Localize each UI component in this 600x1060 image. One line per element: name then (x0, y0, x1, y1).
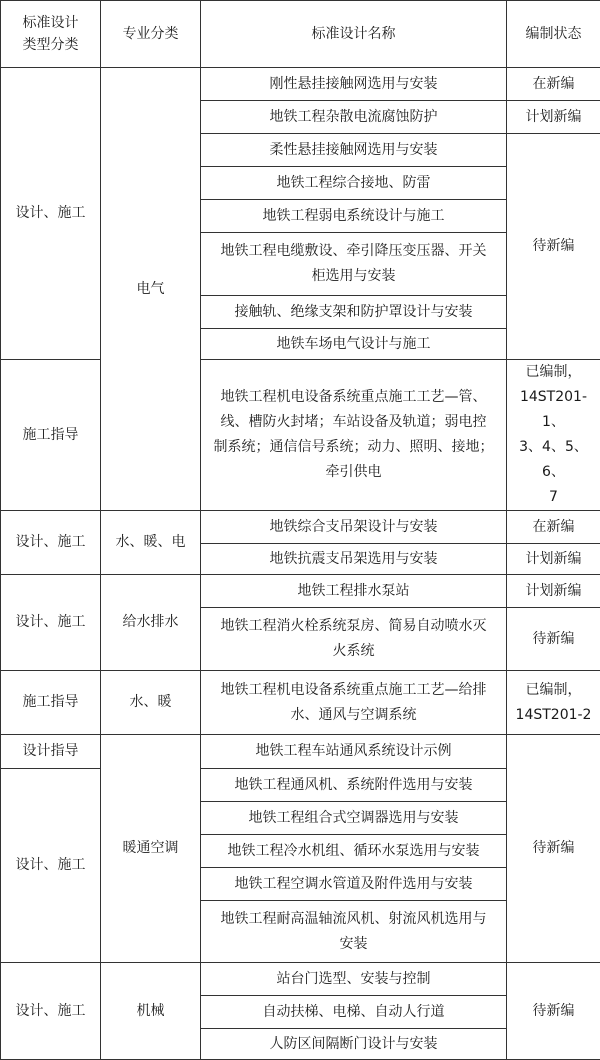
cell-name-line: 地铁工程机电设备系统重点施工工艺—给排 (221, 682, 487, 698)
cell-type: 施工指导 (1, 360, 101, 511)
cell-name: 地铁工程空调水管道及附件选用与安装 (201, 868, 507, 901)
cell-specialty: 给水排水 (101, 575, 201, 671)
cell-name (201, 901, 507, 963)
cell-name: 站台门选型、安装与控制 (201, 963, 507, 996)
cell-type: 施工指导 (1, 671, 101, 735)
cell-name: 地铁工程组合式空调器选用与安装 (201, 802, 507, 835)
cell-name-line: 安装 (340, 936, 368, 952)
cell-specialty: 水、暖、电 (101, 511, 201, 575)
cell-status: 在新编 (507, 68, 600, 101)
cell-status: 待新编 (507, 735, 600, 963)
cell-type: 设计、施工 (1, 769, 101, 963)
cell-name-line: 火系统 (333, 643, 375, 659)
table-row (1, 671, 600, 735)
cell-type: 设计指导 (1, 735, 101, 769)
cell-name: 地铁综合支吊架设计与安装 (201, 511, 507, 544)
cell-type: 设计、施工 (1, 963, 101, 1060)
header-type (1, 1, 101, 68)
cell-status-line: 3、4、5、6、 (519, 439, 588, 480)
cell-status: 在新编 (507, 511, 600, 544)
header-type-line2: 类型分类 (23, 37, 79, 53)
cell-type: 设计、施工 (1, 575, 101, 671)
cell-status: 待新编 (507, 134, 600, 360)
cell-specialty: 电气 (101, 68, 201, 511)
cell-status: 待新编 (507, 608, 600, 671)
cell-status: 计划新编 (507, 575, 600, 608)
cell-name-line: 地铁工程机电设备系统重点施工工艺—管、 (221, 389, 487, 405)
cell-name (201, 233, 507, 296)
cell-name: 柔性悬挂接触网选用与安装 (201, 134, 507, 167)
cell-type: 设计、施工 (1, 68, 101, 360)
cell-status (507, 360, 600, 511)
cell-name: 地铁抗震支吊架选用与安装 (201, 544, 507, 575)
table-row (1, 963, 600, 996)
cell-name-line: 制系统；通信信号系统；动力、照明、接地； (214, 439, 494, 455)
table-row (1, 360, 600, 511)
cell-name: 地铁车场电气设计与施工 (201, 329, 507, 360)
cell-specialty: 水、暖 (101, 671, 201, 735)
cell-status-line: 已编制， (526, 682, 582, 698)
cell-status-line: 14ST201-1、 (520, 389, 587, 430)
cell-status-line: 已编制， (526, 364, 582, 380)
cell-status: 计划新编 (507, 544, 600, 575)
cell-name: 地铁工程排水泵站 (201, 575, 507, 608)
cell-name-line: 牵引供电 (326, 464, 382, 480)
table-row (1, 68, 600, 101)
cell-name: 地铁工程冷水机组、循环水泵选用与安装 (201, 835, 507, 868)
cell-name-line: 地铁工程耐高温轴流风机、射流风机选用与 (221, 911, 487, 927)
table-header-row (1, 1, 600, 68)
cell-name: 接触轨、绝缘支架和防护罩设计与安装 (201, 296, 507, 329)
cell-name (201, 608, 507, 671)
cell-name: 地铁工程通风机、系统附件选用与安装 (201, 769, 507, 802)
cell-status: 计划新编 (507, 101, 600, 134)
header-specialty: 专业分类 (101, 1, 201, 68)
header-type-line1: 标准设计 (23, 15, 79, 31)
header-status: 编制状态 (507, 1, 600, 68)
cell-specialty: 机械 (101, 963, 201, 1060)
table-row (1, 575, 600, 608)
cell-type: 设计、施工 (1, 511, 101, 575)
cell-status (507, 671, 600, 735)
cell-name-line: 地铁工程消火栓系统泵房、简易自动喷水灭 (221, 618, 487, 634)
cell-status-line: 14ST201-2 (516, 707, 592, 723)
cell-name: 地铁工程车站通风系统设计示例 (201, 735, 507, 769)
cell-name: 人防区间隔断门设计与安装 (201, 1029, 507, 1060)
table-row (1, 511, 600, 544)
cell-name (201, 671, 507, 735)
cell-status: 待新编 (507, 963, 600, 1060)
cell-name-line: 地铁工程电缆敷设、牵引降压变压器、开关 (221, 243, 487, 259)
cell-name: 地铁工程弱电系统设计与施工 (201, 200, 507, 233)
cell-name-line: 柜选用与安装 (312, 268, 396, 284)
cell-name (201, 360, 507, 511)
cell-name-line: 水、通风与空调系统 (291, 707, 417, 723)
cell-name: 地铁工程综合接地、防雷 (201, 167, 507, 200)
cell-specialty: 暖通空调 (101, 735, 201, 963)
cell-name: 自动扶梯、电梯、自动人行道 (201, 996, 507, 1029)
cell-name: 刚性悬挂接触网选用与安装 (201, 68, 507, 101)
table-row (1, 735, 600, 769)
cell-status-line: 7 (549, 489, 558, 505)
header-name: 标准设计名称 (201, 1, 507, 68)
cell-name-line: 线、槽防火封堵；车站设备及轨道；弱电控 (221, 414, 487, 430)
cell-name: 地铁工程杂散电流腐蚀防护 (201, 101, 507, 134)
